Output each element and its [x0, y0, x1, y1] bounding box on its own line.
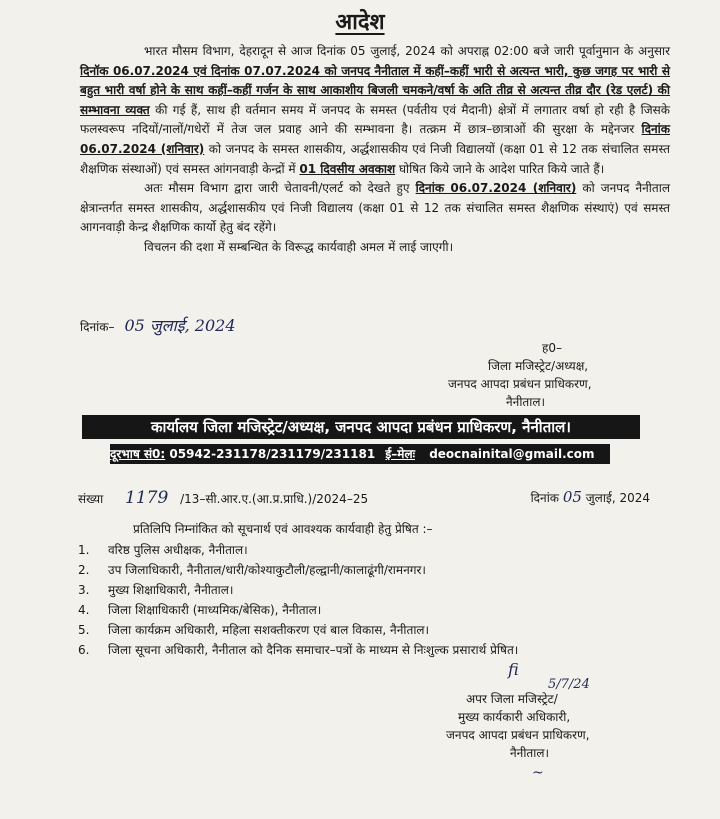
order-body: [80, 42, 670, 258]
signature-line-4: नैनीताल।: [506, 395, 546, 409]
phone-label: दूरभाष सं0:: [110, 447, 166, 461]
distribution-list: [78, 540, 678, 660]
list-item-number: 4.: [78, 603, 90, 617]
para1-text-2: की गई हैं, साथ ही वर्तमान समय में जनपद के समस्त (पर्वतीय एवं मैदानी) क्षेत्रों में लगातार वर्षा हो रही है जिसके फलस्वरूप नदियों/नालों/गधेरों में तेज जल प्रवाह आने की सम्भावना है। तत्क्रम में छात्र–छात्राओं की सुरक्षा के मद्देनजर: [80, 102, 670, 137]
adm-line-2: मुख्य कार्यकारी अधिकारी,: [458, 710, 571, 724]
signature-line-2: जिला मजिस्ट्रेट/अध्यक्ष,: [488, 359, 589, 373]
list-item-text: वरिष्ठ पुलिस अधीक्षक, नैनीताल।: [108, 543, 248, 557]
para2-highlight-1: दिनांक 06.07.2024 (शनिवार): [415, 181, 577, 196]
signature-line-3: जनपद आपदा प्रबंधन प्राधिकरण,: [448, 377, 592, 391]
reference-date-label: दिनांक: [530, 491, 560, 505]
handwritten-mark: ﬁ: [508, 660, 519, 679]
document-title: आदेश: [335, 10, 385, 35]
date-label: दिनांक–: [80, 320, 115, 334]
para1-text-1: भारत मौसम विभाग, देहरादून से आज दिनांक 05 जुलाई, 2024 को अपराह्न 02:00 बजे जारी पूर्वानुमान के अनुसार: [144, 44, 670, 58]
reference-label: संख्या: [78, 492, 104, 506]
list-item: [78, 620, 678, 640]
para1-text-4: घोषित किये जाने के आदेश पारित किये जाते हैं।: [395, 161, 605, 176]
list-item-text: मुख्य शिक्षाधिकारी, नैनीताल।: [108, 583, 234, 597]
list-item: [78, 560, 678, 580]
phone-numbers: 05942-231178/231179/231181: [169, 447, 376, 461]
email-label: ई–मेलः: [385, 447, 416, 461]
list-item: [78, 540, 678, 560]
signature-line-1: ह0–: [542, 341, 563, 355]
handwritten-initials: 5/7/24: [548, 677, 590, 692]
reference-date: [531, 488, 650, 506]
list-item-text: जिला कार्यक्रम अधिकारी, महिला सशक्तीकरण एवं बाल विकास, नैनीताल।: [108, 623, 430, 637]
adm-line-1: अपर जिला मजिस्ट्रेट/: [466, 692, 558, 706]
list-item-number: 2.: [78, 563, 90, 577]
list-item: [78, 580, 678, 600]
copy-intro: प्रतिलिपि निम्नांकित को सूचनार्थ एवं आवश्यक कार्यवाही हेतु प्रेषित :–: [133, 522, 433, 536]
order-date-line: [80, 314, 236, 336]
reference-line: [78, 488, 650, 508]
adm-line-4: नैनीताल।: [510, 746, 550, 760]
signature-block: [448, 339, 592, 411]
para1-highlight-1: दिनॉक 06.07.2024 एवं दिनांक 07.07.2024 को जनपद नैनीताल में कहीं–कहीं भारी से अत्यन्त भारी, कुछ जगह पर भारी से बहुत भारी वर्षा होने के साथ कहीं–कहीं गर्जन के साथ आकाशीय बिजली चमकने/वर्षा के अति तीव्र से अत्यन्त तीव्र दौर (रेड एलर्ट) की सम्भावना व्यक्त: [80, 63, 670, 117]
list-item-text: उप जिलाधिकारी, नैनीताल/धारी/कोश्याकुटौली/हल्द्वानी/कालाढूंगी/रामनगर।: [108, 563, 426, 577]
adm-signature-block: [446, 690, 590, 762]
reference-date-rest: जुलाई, 2024: [585, 491, 650, 505]
para1-highlight-2: दिनांक 06.07.2024 (शनिवार): [80, 122, 670, 156]
para2-text-2: को जनपद नैनीताल क्षेत्रान्तर्गत समस्त शासकीय, अर्द्धशासकीय एवं निजी विद्यालय (कक्षा 01 से 12 तक संचालित समस्त शैक्षणिक संस्थाएं) एवं समस्त आगनवाड़ी केन्द्र शैक्षणिक कार्यो हेतु बंद रहेंगे।: [80, 181, 670, 235]
reference-code: /13–सी.आर.ए.(आ.प्र.प्राधि.)/2024–25: [180, 492, 369, 506]
order-paragraph-3: विचलन की दशा में सम्बन्धित के विरूद्ध कार्यवाही अमल में लाई जाएगी।: [144, 239, 454, 254]
para1-highlight-3: 01 दिवसीय अवकाश: [299, 161, 396, 176]
list-item: [78, 640, 678, 660]
reference-date-number: 05: [562, 488, 582, 506]
para1-text-3: को जनपद के समस्त शासकीय, अर्द्धशासकीय एवं निजी विद्यालयों (कक्षा 01 से 12 तक संचालित समस्त शैक्षणिक संस्थाओं) एवं समस्त आंगनवाड़ी केन्द्रों में: [80, 141, 670, 176]
handwritten-scribble: ~: [532, 765, 544, 781]
list-item-text: जिला शिक्षाधिकारी (माध्यमिक/बेसिक), नैनीताल।: [108, 603, 322, 617]
list-item-number: 6.: [78, 643, 90, 657]
para2-text-1: अतः मौसम विभाग द्वारा जारी चेतावनी/एलर्ट को देखते हुए: [144, 181, 416, 196]
handwritten-date: 05 जुलाई, 2024: [124, 316, 236, 335]
office-header-bar: कार्यालय जिला मजिस्ट्रेट/अध्यक्ष, जनपद आपदा प्रबंधन प्राधिकरण, नैनीताल।: [82, 415, 640, 439]
list-item-number: 3.: [78, 583, 90, 597]
list-item: [78, 600, 678, 620]
contact-bar: [110, 444, 610, 464]
order-paragraph-2: [80, 179, 670, 238]
email-address: deocnainital@gmail.com: [429, 447, 595, 461]
adm-line-3: जनपद आपदा प्रबंधन प्राधिकरण,: [446, 728, 590, 742]
reference-number: 1179: [125, 488, 169, 508]
list-item-number: 5.: [78, 623, 90, 637]
list-item-number: 1.: [78, 543, 90, 557]
list-item-text: जिला सूचना अधिकारी, नैनीताल को दैनिक समाचार–पत्रों के माध्यम से निःशुल्क प्रसारार्थ प्रेषित।: [108, 643, 519, 657]
order-paragraph-1: [80, 42, 670, 179]
